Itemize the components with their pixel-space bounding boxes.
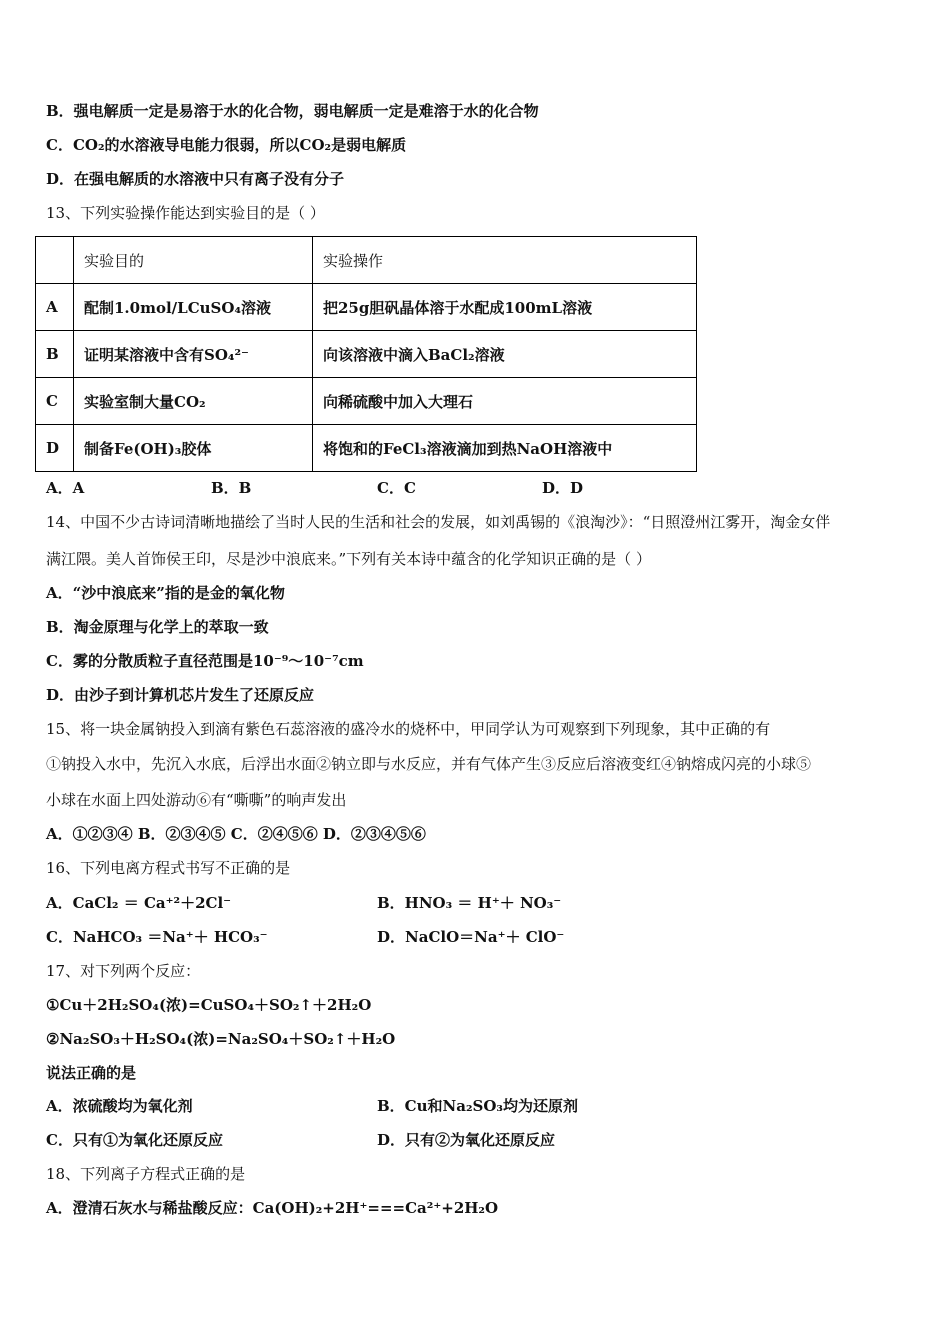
q16-option-d: D．NaClO＝Na⁺＋ ClO⁻ bbox=[377, 928, 565, 946]
q18-stem: 18、下列离子方程式正确的是 bbox=[46, 1165, 246, 1183]
q12-option-b: B．强电解质一定是易溶于水的化合物，弱电解质一定是难溶于水的化合物 bbox=[46, 102, 539, 120]
q12-option-d: D．在强电解质的水溶液中只有离子没有分子 bbox=[46, 170, 345, 188]
q18-option-a: A．澄清石灰水与稀盐酸反应：Ca(OH)₂+2H⁺===Ca²⁺+2H₂O bbox=[46, 1199, 499, 1217]
q15-options: A．①②③④ B．②③④⑤ C．②④⑤⑥ D．②③④⑤⑥ bbox=[46, 825, 426, 843]
q15-phenomena-line2: 小球在水面上四处游动⑥有“嘶嘶”的响声发出 bbox=[46, 791, 347, 809]
q13-option-d: D．D bbox=[542, 479, 584, 497]
q17-option-a: A．浓硫酸均为氧化剂 bbox=[46, 1097, 193, 1115]
table-cell-purpose: 制备Fe(OH)₃胶体 bbox=[74, 425, 313, 472]
q13-option-b: B．B bbox=[211, 479, 252, 497]
q17-stem: 17、对下列两个反应： bbox=[46, 962, 201, 980]
q16-stem: 16、下列电离方程式书写不正确的是 bbox=[46, 859, 291, 877]
q14-stem-line2: 满江隈。美人首饰侯王印，尽是沙中浪底来。”下列有关本诗中蕴含的化学知识正确的是（ ） bbox=[46, 550, 651, 568]
table-cell bbox=[36, 237, 74, 284]
q13-option-c: C．C bbox=[377, 479, 416, 497]
table-cell-operation: 把25g胆矾晶体溶于水配成100mL溶液 bbox=[313, 284, 697, 331]
table-cell-purpose: 实验室制大量CO₂ bbox=[74, 378, 313, 425]
table-cell-label: D bbox=[36, 425, 74, 472]
q17-prompt: 说法正确的是 bbox=[46, 1064, 137, 1082]
q13-option-a: A．A bbox=[46, 479, 85, 497]
q14-option-a: A．“沙中浪底来”指的是金的氧化物 bbox=[46, 584, 285, 602]
table-row bbox=[36, 284, 697, 331]
table-cell-label: A bbox=[36, 284, 74, 331]
table-row bbox=[36, 378, 697, 425]
q14-option-b: B．淘金原理与化学上的萃取一致 bbox=[46, 618, 269, 636]
q14-option-d: D．由沙子到计算机芯片发生了还原反应 bbox=[46, 686, 315, 704]
q12-option-c: C．CO₂的水溶液导电能力很弱，所以CO₂是弱电解质 bbox=[46, 136, 407, 154]
table-cell-label: C bbox=[36, 378, 74, 425]
table-header-purpose: 实验目的 bbox=[74, 237, 313, 284]
table-cell-operation: 向该溶液中滴入BaCl₂溶液 bbox=[313, 331, 697, 378]
q15-phenomena-line1: ①钠投入水中，先沉入水底，后浮出水面②钠立即与水反应，并有气体产生③反应后溶液变红④钠熔成闪亮的小球⑤ bbox=[46, 755, 812, 773]
q16-option-b: B．HNO₃ ＝ H⁺＋ NO₃⁻ bbox=[377, 894, 562, 912]
table-row bbox=[36, 425, 697, 472]
q14-stem-line1: 14、中国不少古诗词清晰地描绘了当时人民的生活和社会的发展，如刘禹锡的《浪淘沙》：“日照澄州江雾开，淘金女伴 bbox=[46, 513, 831, 531]
q17-option-c: C．只有①为氧化还原反应 bbox=[46, 1131, 223, 1149]
table-header-operation: 实验操作 bbox=[313, 237, 697, 284]
table-cell-operation: 将饱和的FeCl₃溶液滴加到热NaOH溶液中 bbox=[313, 425, 697, 472]
q16-option-a: A．CaCl₂ ＝ Ca⁺²＋2Cl⁻ bbox=[46, 894, 232, 912]
table-cell-label: B bbox=[36, 331, 74, 378]
table-cell-purpose: 证明某溶液中含有SO₄²⁻ bbox=[74, 331, 313, 378]
table-row bbox=[36, 331, 697, 378]
q14-option-c: C．雾的分散质粒子直径范围是10⁻⁹～10⁻⁷cm bbox=[46, 652, 364, 670]
table-header-row bbox=[36, 237, 697, 284]
table-cell-operation: 向稀硫酸中加入大理石 bbox=[313, 378, 697, 425]
q17-reaction-1: ①Cu＋2H₂SO₄(浓)=CuSO₄＋SO₂↑＋2H₂O bbox=[46, 996, 372, 1014]
q15-stem: 15、将一块金属钠投入到滴有紫色石蕊溶液的盛冷水的烧杯中，甲同学认为可观察到下列现象，其中正确的有 bbox=[46, 720, 771, 738]
q17-reaction-2: ②Na₂SO₃＋H₂SO₄(浓)=Na₂SO₄＋SO₂↑＋H₂O bbox=[46, 1030, 396, 1048]
table-cell-purpose: 配制1.0mol/LCuSO₄溶液 bbox=[74, 284, 313, 331]
q17-option-d: D．只有②为氧化还原反应 bbox=[377, 1131, 556, 1149]
q13-table bbox=[35, 236, 697, 472]
q16-option-c: C．NaHCO₃ ＝Na⁺＋ HCO₃⁻ bbox=[46, 928, 268, 946]
q13-stem: 13、下列实验操作能达到实验目的是（ ） bbox=[46, 204, 325, 222]
q17-option-b: B．Cu和Na₂SO₃均为还原剂 bbox=[377, 1097, 578, 1115]
